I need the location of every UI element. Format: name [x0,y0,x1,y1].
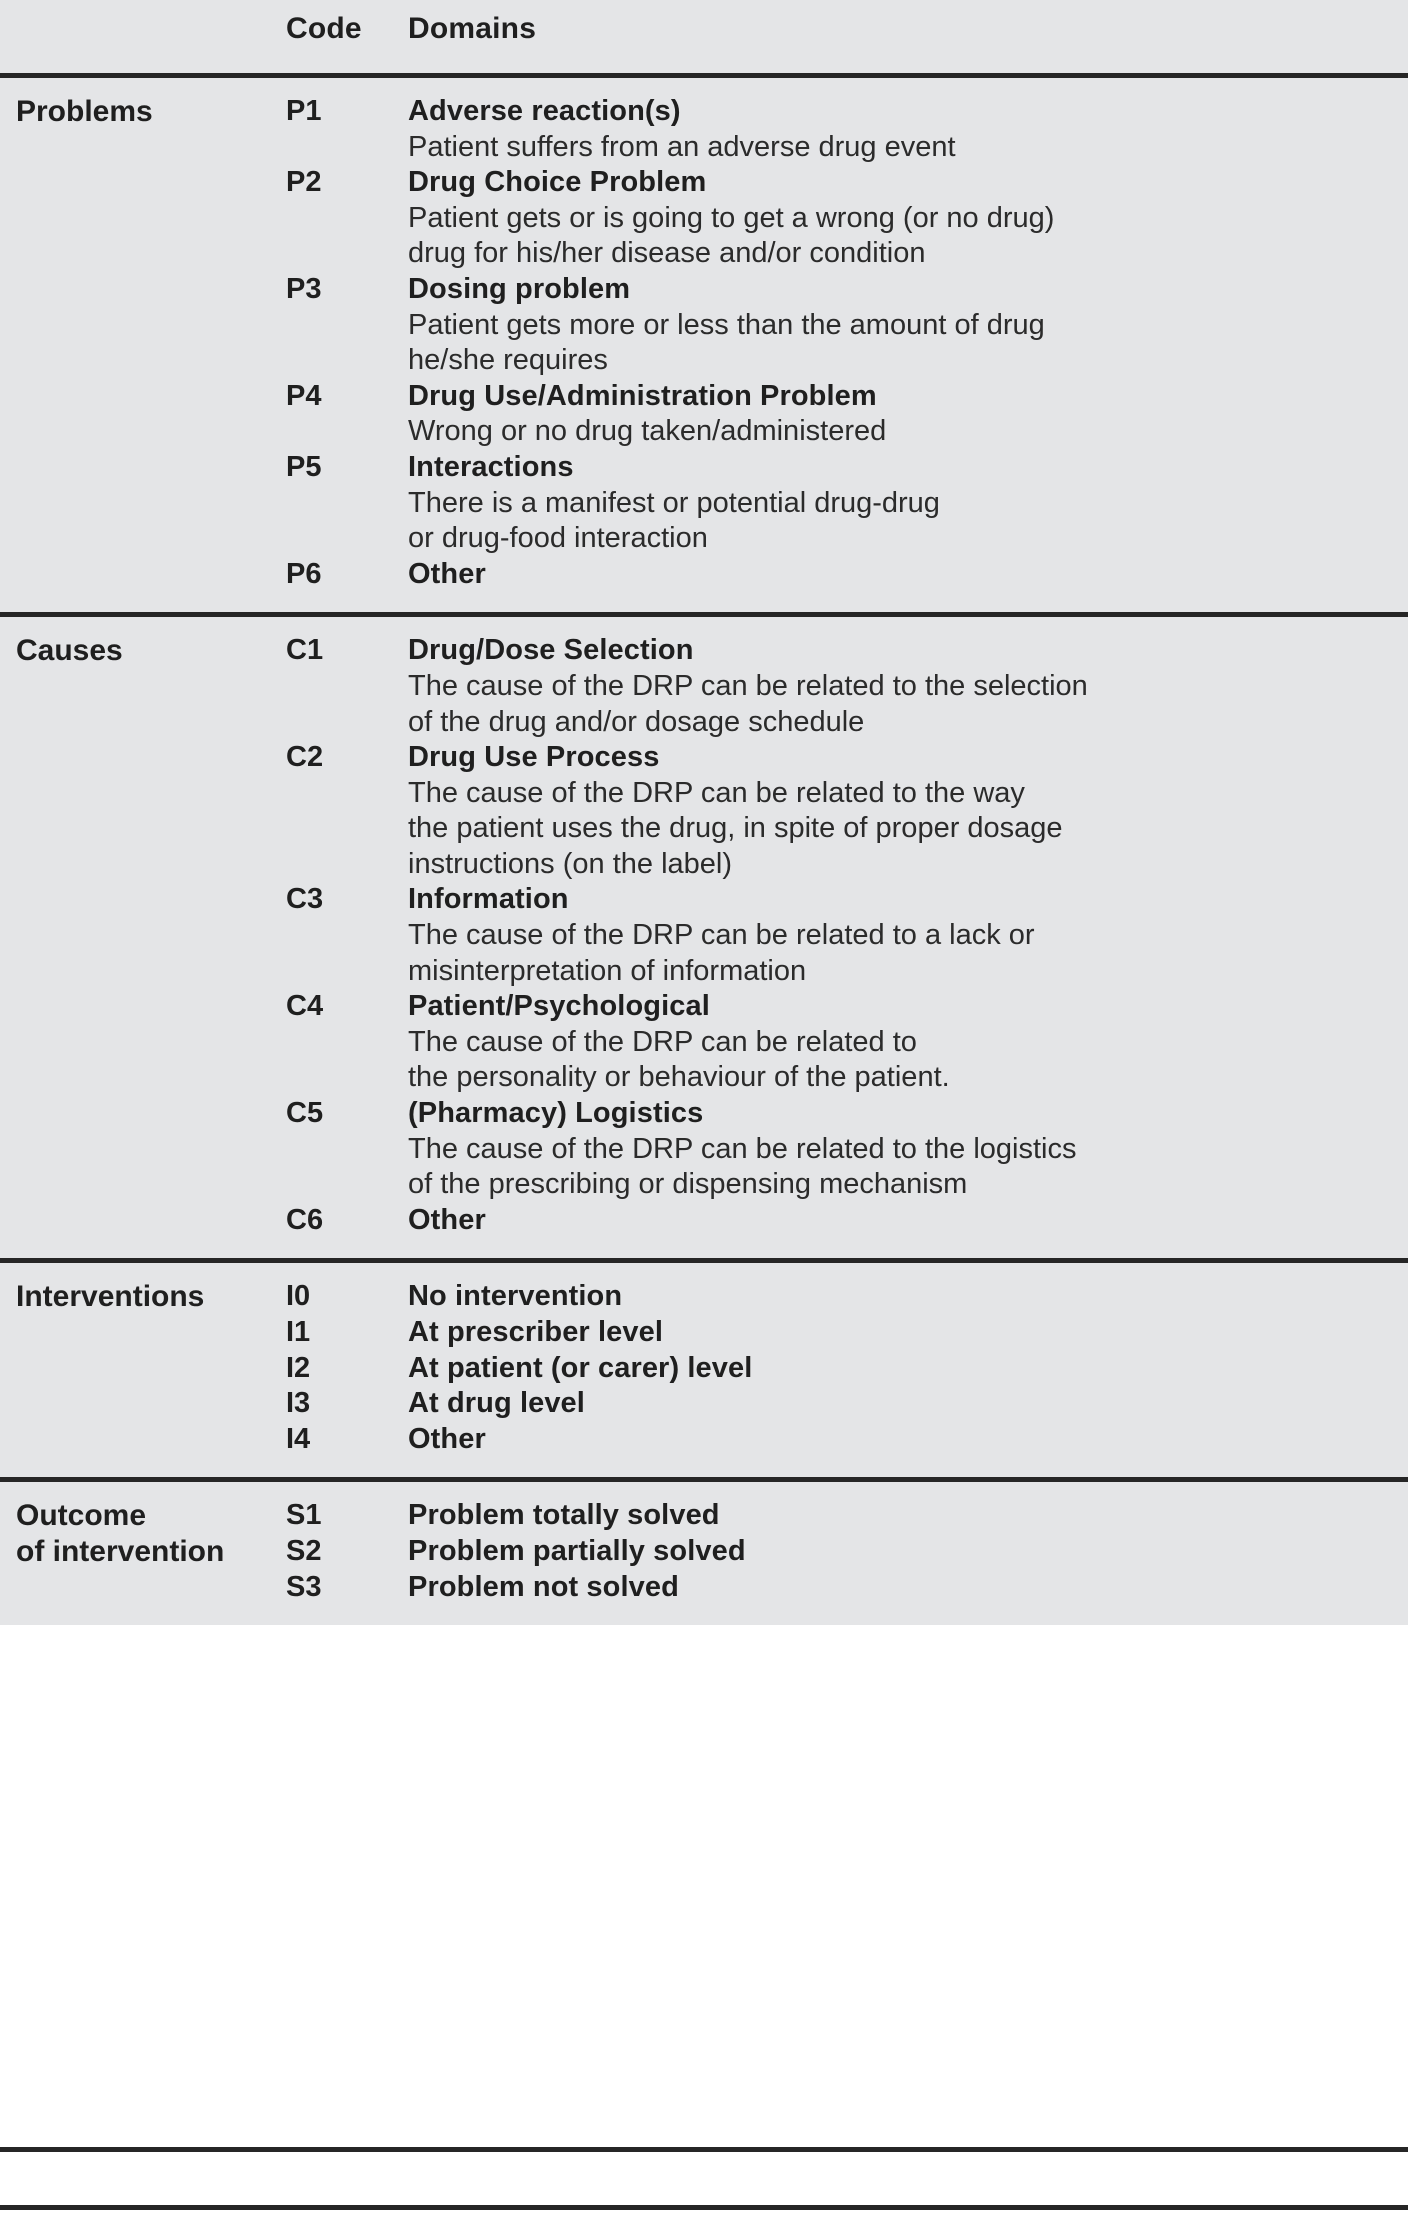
code-spacer [286,486,380,522]
section-category-label [0,1263,263,1315]
code-spacer [286,130,380,166]
entry-description-line: The cause of the DRP can be related to a lack or [408,919,1035,952]
entry-title: (Pharmacy) Logistics [408,1097,704,1130]
entry-description-line: Patient gets or is going to get a wrong (or no drug) [408,201,1055,234]
entry-title: At drug level [408,1387,585,1420]
code-spacer [286,918,380,954]
section-category-line1: Outcome [16,1499,147,1533]
entry-title: Other [408,557,486,590]
code-spacer [286,954,380,990]
entry-code: S2 [286,1534,322,1567]
section-category-line1: Interventions [16,1280,205,1314]
code-spacer [286,201,380,237]
code-spacer [286,308,380,344]
entry-code: C1 [286,634,324,667]
entry-description-line: Wrong or no drug taken/administered [408,415,887,448]
section-code-cell [263,76,380,615]
code-list [263,617,380,1258]
code-spacer [286,521,380,557]
entry-title: Adverse reaction(s) [408,95,681,127]
table-header-row [0,0,1408,76]
entry-code: P4 [286,379,322,412]
page-bottom-rule [0,2205,1408,2210]
entry-description-line: Patient gets more or less than the amount of drug [408,308,1045,341]
code-spacer [286,1025,380,1061]
entry-code: C6 [286,1203,324,1236]
entry-code: I4 [286,1422,311,1455]
entry-code: C3 [286,883,324,916]
entry-description-line: instructions (on the label) [408,847,732,880]
entry-title: Drug Choice Problem [408,166,707,199]
section-code-cell [263,1480,380,1625]
entry-title: Drug Use Process [408,741,660,774]
section-category-cell [0,615,263,1261]
entry-title: Interactions [408,450,574,483]
code-spacer [286,1060,380,1096]
code-spacer [286,236,380,272]
code-spacer [286,776,380,812]
entry-description-line: the personality or behaviour of the patient. [408,1061,950,1094]
section-category-cell [0,1480,263,1625]
code-spacer [286,1167,380,1203]
table-section-row [0,1261,1408,1480]
entry-description-line: of the prescribing or dispensing mechanism [408,1168,968,1201]
entry-code: I2 [286,1351,311,1384]
table-section-row [0,76,1408,615]
entry-code: C5 [286,1097,324,1130]
entry-code: S3 [286,1570,322,1603]
code-spacer [286,705,380,741]
entry-code: S1 [286,1499,322,1532]
header-cell-code [263,0,380,76]
code-spacer [286,1132,380,1168]
entry-description-line: drug for his/her disease and/or condition [408,237,926,270]
domain-list [380,617,1408,1258]
code-spacer [286,811,380,847]
entry-code: C2 [286,741,324,774]
entry-title: Dosing problem [408,272,631,305]
section-category-cell [0,76,263,615]
entry-description-line: he/she requires [408,344,608,377]
section-code-cell [263,615,380,1261]
entry-description-line: The cause of the DRP can be related to the way [408,776,1025,809]
code-spacer [286,414,380,450]
entry-description-line: The cause of the DRP can be related to the logistics [408,1132,1077,1165]
entry-code: P5 [286,450,322,483]
entry-code: I3 [286,1387,311,1420]
section-category-label [0,1482,263,1570]
entry-code: P3 [286,272,322,305]
entry-title: At patient (or carer) level [408,1351,753,1384]
section-category-line1: Causes [16,634,123,668]
entry-description-line: the patient uses the drug, in spite of proper dosage [408,812,1063,845]
code-list [263,78,380,612]
domain-list [380,78,1408,612]
section-category-label [0,78,263,130]
entry-title: Patient/Psychological [408,990,710,1023]
entry-code: P1 [286,95,322,127]
entry-title: At prescriber level [408,1316,663,1348]
domain-list [380,1263,1408,1477]
entry-title: No intervention [408,1280,623,1313]
entry-title: Problem totally solved [408,1499,720,1532]
code-list [263,1482,380,1625]
entry-title: Other [408,1422,486,1455]
section-domains-cell [380,76,1408,615]
section-category-cell [0,1261,263,1480]
entry-title: Drug/Dose Selection [408,634,694,667]
entry-title: Information [408,883,569,916]
entry-description-line: There is a manifest or potential drug-drug [408,486,940,519]
header-code-label: Code [286,12,362,45]
header-category-label [0,0,263,44]
code-list [263,1263,380,1477]
section-domains-cell [380,1261,1408,1480]
code-spacer [286,669,380,705]
header-cell-domains [380,0,1408,76]
code-spacer [286,343,380,379]
section-code-cell [263,1261,380,1480]
table-bottom-rule [0,2147,1408,2152]
table-section-row [0,615,1408,1261]
section-category-line1: Problems [16,95,153,128]
entry-description-line: Patient suffers from an adverse drug event [408,130,956,163]
section-category-line2: of intervention [16,1535,225,1569]
header-domains-label: Domains [408,12,537,45]
domain-list [380,1482,1408,1625]
entry-code: P2 [286,166,322,199]
entry-title: Problem not solved [408,1570,679,1603]
table-section-row [0,1480,1408,1625]
entry-title: Problem partially solved [408,1534,746,1567]
entry-description-line: of the drug and/or dosage schedule [408,705,865,738]
entry-title: Other [408,1203,486,1236]
entry-code: C4 [286,990,324,1023]
entry-description-line: misinterpretation of information [408,954,807,987]
entry-code: I0 [286,1280,311,1313]
entry-title: Drug Use/Administration Problem [408,379,877,412]
section-category-label [0,617,263,669]
entry-code: P6 [286,557,322,590]
entry-code: I1 [286,1316,311,1348]
code-spacer [286,847,380,883]
entry-description-line: The cause of the DRP can be related to [408,1025,917,1058]
header-cell-category [0,0,263,76]
section-domains-cell [380,615,1408,1261]
section-domains-cell [380,1480,1408,1625]
entry-description-line: The cause of the DRP can be related to the selection [408,669,1088,702]
entry-description-line: or drug-food interaction [408,522,708,555]
